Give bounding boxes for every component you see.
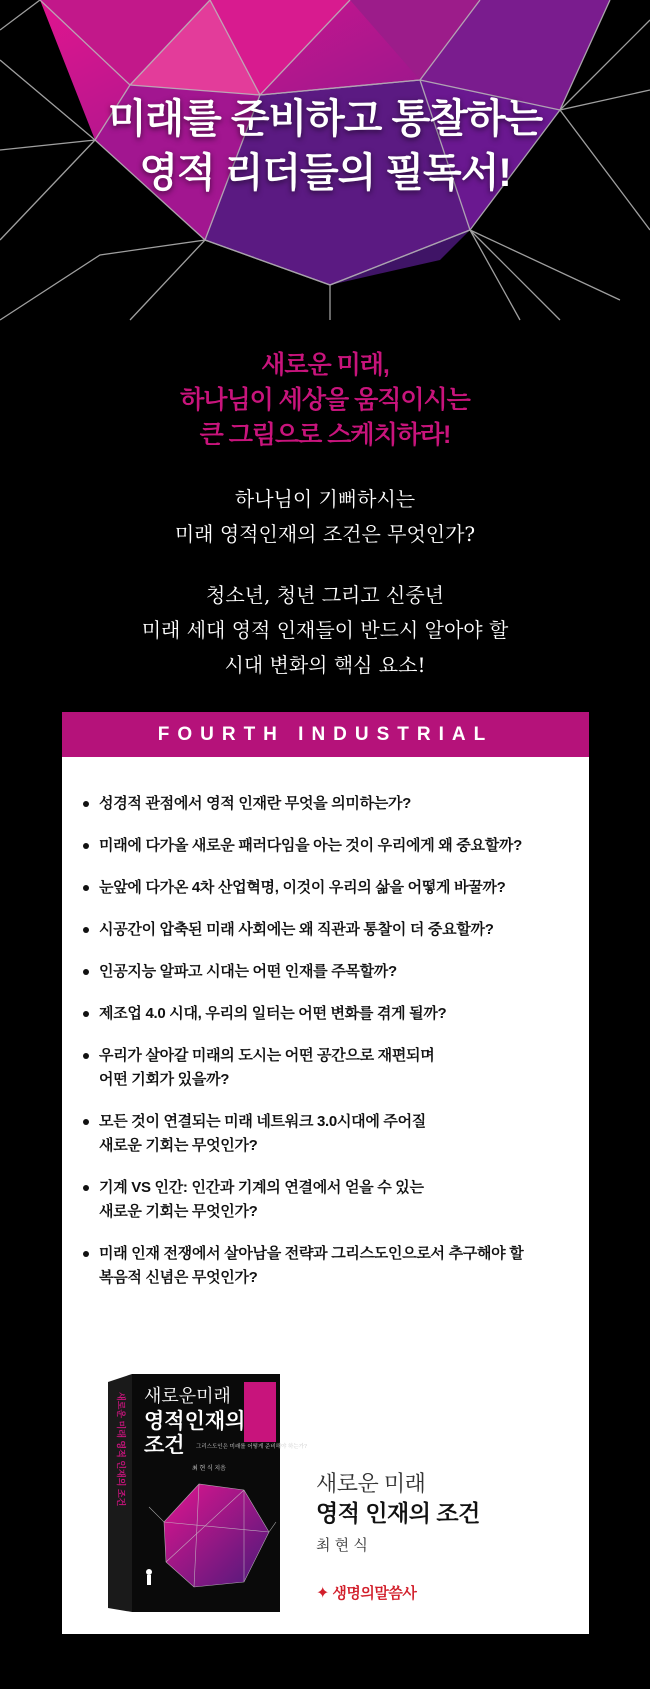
panel-header: FOURTH INDUSTRIAL REVOLUTION (62, 712, 589, 757)
intro-paragraph-1 (0, 482, 650, 552)
question-item (62, 960, 589, 984)
question-item (62, 834, 589, 858)
question-text: 미래 인재 전쟁에서 살아남을 전략과 그리스도인으로서 추구해야 할 (99, 1245, 524, 1262)
question-text: 성경적 관점에서 영적 인재란 무엇을 의미하는가? (99, 795, 412, 812)
bullet-icon (83, 1251, 89, 1257)
question-text: 미래에 다가올 새로운 패러다임을 아는 것이 우리에게 왜 중요할까? (99, 837, 522, 854)
question-item (62, 1044, 589, 1092)
question-text: 어떤 기회가 있을까? (99, 1071, 230, 1088)
question-list (62, 792, 589, 1308)
question-text: 새로운 기회는 무엇인가? (99, 1137, 258, 1154)
question-item (62, 792, 589, 816)
subtitle-line: 새로운 미래, (261, 351, 389, 379)
cover-title-2: 조건 (144, 1434, 185, 1457)
hero-title-line: 영적 리더들의 필독서! (139, 151, 511, 195)
intro-paragraph-2 (0, 578, 650, 683)
cover-tagline: 그리스도인은 미래를 어떻게 준비해야 하는가? (196, 1444, 307, 1450)
hero-banner (0, 0, 650, 320)
publisher-name: 생명의말씀사 (332, 1585, 417, 1602)
question-text: 우리가 살아갈 미래의 도시는 어떤 공간으로 재편되며 (99, 1047, 435, 1064)
hero-title (0, 92, 650, 200)
bullet-icon (83, 801, 89, 807)
book-author: 최 현 식 (316, 1537, 368, 1554)
paragraph-line: 청소년, 청년 그리고 신중년 (206, 583, 444, 607)
question-item (62, 876, 589, 900)
question-text: 눈앞에 다가온 4차 산업혁명, 이것이 우리의 삶을 어떻게 바꿀까? (99, 879, 506, 896)
question-text: 모든 것이 연결되는 미래 네트워크 3.0시대에 주어질 (99, 1113, 426, 1130)
cover-title: 영적인재의 (144, 1410, 246, 1433)
question-item (62, 1110, 589, 1158)
paragraph-line: 미래 세대 영적 인재들이 반드시 알아야 할 (141, 618, 509, 642)
publisher-logo (316, 1582, 416, 1603)
subtitle-line: 큰 그림으로 스케치하라! (199, 421, 451, 449)
subtitle (0, 348, 650, 453)
question-text: 새로운 기회는 무엇인가? (99, 1203, 258, 1220)
question-text: 인공지능 알파고 시대는 어떤 인재를 주목할까? (99, 963, 397, 980)
subtitle-line: 하나님이 세상을 움직이시는 (180, 386, 470, 414)
cover-author: 최 현 식 지음 (192, 1466, 226, 1472)
bullet-icon (83, 1011, 89, 1017)
bullet-icon (83, 927, 89, 933)
book-info (316, 1470, 480, 1555)
cover-series: 새로운미래 (144, 1386, 231, 1406)
bullet-icon (83, 1053, 89, 1059)
hero-title-line: 미래를 준비하고 통찰하는 (107, 97, 543, 141)
question-item (62, 1242, 589, 1290)
bullet-icon (83, 843, 89, 849)
book-series: 새로운 미래 (316, 1471, 426, 1496)
question-text: 기계 VS 인간: 인간과 기계의 연결에서 얻을 수 있는 (99, 1179, 424, 1196)
paragraph-line: 미래 영적인재의 조건은 무엇인가? (174, 522, 476, 546)
bullet-icon (83, 1119, 89, 1125)
cover-spine-text: 새로운 미래 영적 인재의 조건 (116, 1392, 126, 1507)
question-panel (62, 712, 589, 1634)
question-item (62, 1176, 589, 1224)
question-text: 제조업 4.0 시대, 우리의 일터는 어떤 변화를 겪게 될까? (99, 1005, 447, 1022)
bullet-icon (83, 969, 89, 975)
paragraph-line: 하나님이 기뻐하시는 (234, 487, 416, 511)
question-item (62, 918, 589, 942)
bullet-icon (83, 885, 89, 891)
publisher-icon: ✦ (316, 1584, 330, 1602)
paragraph-line: 시대 변화의 핵심 요소! (224, 653, 426, 677)
book-title: 영적 인재의 조건 (316, 1500, 480, 1526)
question-text: 복음적 신념은 무엇인가? (99, 1269, 258, 1286)
bullet-icon (83, 1185, 89, 1191)
question-text: 시공간이 압축된 미래 사회에는 왜 직관과 통찰이 더 중요할까? (99, 921, 494, 938)
book-cover-image (104, 1372, 307, 1617)
question-item (62, 1002, 589, 1026)
